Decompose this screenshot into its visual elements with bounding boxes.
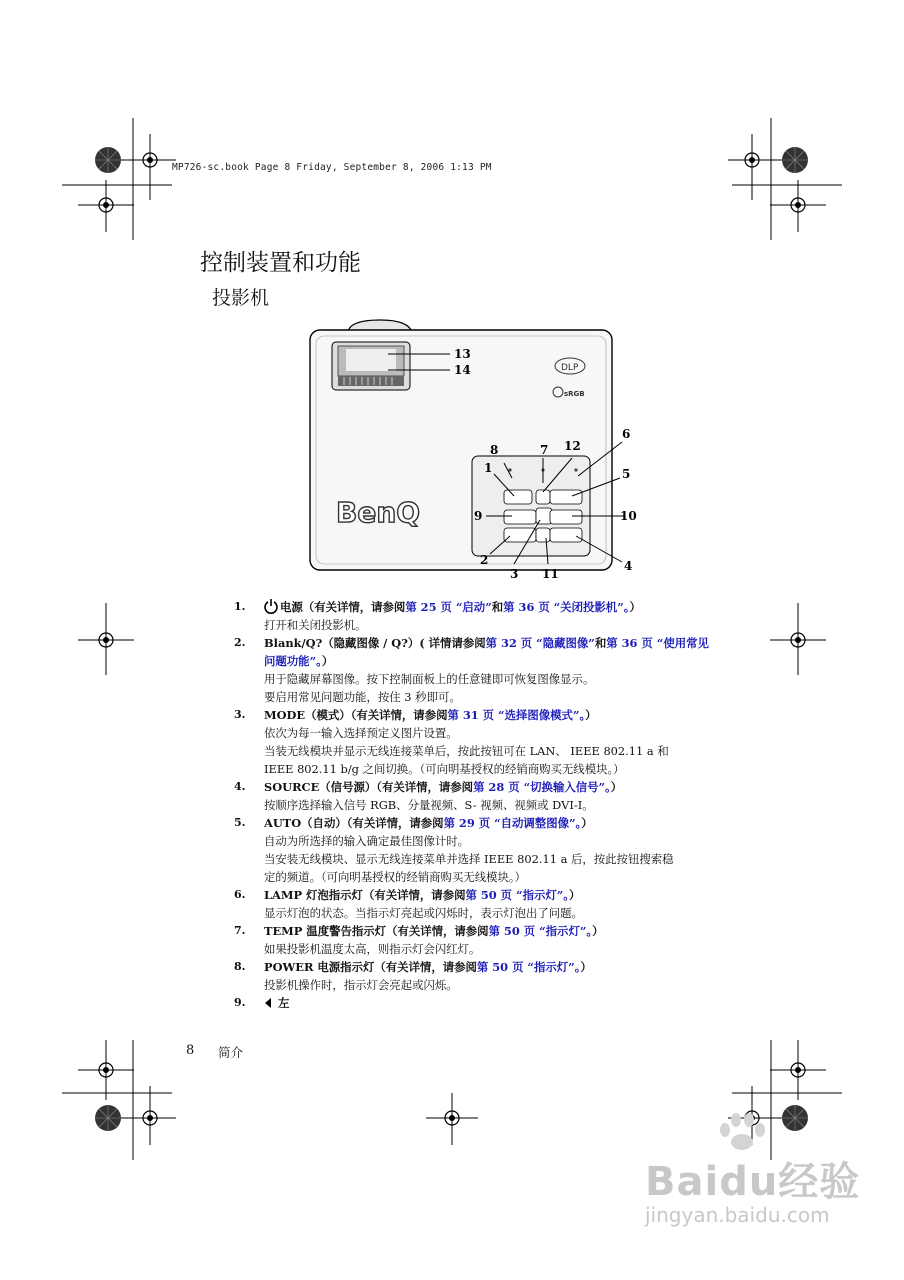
item-close: ） (321, 654, 334, 668)
item-heading: AUTO（自动） (264, 816, 347, 830)
list-item (234, 706, 714, 778)
item-heading: MODE（模式） (264, 708, 351, 722)
power-icon (264, 598, 278, 614)
item-description: 要启用常见问题功能，按住 3 秒即可。 (264, 690, 461, 704)
callout-4: 4 (624, 559, 633, 573)
item-number: 8. (234, 960, 246, 973)
callout-14: 14 (454, 363, 471, 377)
item-ref-prefix: （有关详情，请参阅 (376, 780, 474, 794)
item-ref-prefix: （有关详情，请参阅 (350, 708, 448, 722)
baidu-watermark (645, 1150, 860, 1227)
item-description: 当装无线模块并显示无线连接菜单后，按此按钮可在 LAN、 IEEE 802.11 a 和 (264, 744, 669, 758)
item-and: 和 (594, 636, 607, 650)
callout-7: 7 (540, 443, 549, 457)
callout-8: 8 (490, 443, 499, 457)
item-description: 打开和关闭投影机。 (264, 618, 367, 632)
list-item (234, 814, 714, 886)
item-heading: Blank/Q?（隐藏图像 / Q?） (264, 636, 420, 650)
watermark-url: jingyan.baidu.com (645, 1203, 830, 1227)
item-description: 当安装无线模块、显示无线连接菜单并选择 IEEE 802.11 a 后，按此按钮搜索稳 (264, 852, 674, 866)
item-ref-prefix: （有关详情，请参阅 (374, 960, 477, 974)
item-description: IEEE 802.11 b/g 之间切换。（可向明基授权的经销商购买无线模块。） (264, 762, 625, 776)
page-link[interactable]: 第 28 页 “切换输入信号”。 (473, 780, 611, 794)
file-header-line: MP726-sc.book Page 8 Friday, September 8, 2006 1:13 PM (172, 162, 492, 173)
item-heading: 左 (278, 996, 290, 1010)
item-description: 自动为所选择的输入确定最佳图像计时。 (264, 834, 470, 848)
item-ref-prefix: （有关详情，请参阅 (302, 600, 406, 614)
item-description: 按顺序选择输入信号 RGB、分量视频、S- 视频、视频或 DVI-I。 (264, 798, 594, 812)
item-number: 7. (234, 924, 246, 937)
item-close: ） (581, 816, 593, 830)
callout-1: 1 (484, 461, 493, 475)
item-close: ） (580, 960, 592, 974)
page-number: 8 (186, 1043, 195, 1058)
list-item (234, 958, 714, 994)
item-ref-prefix: （有关详情，请参阅 (346, 816, 444, 830)
callout-12: 12 (564, 439, 581, 453)
srgb-badge: sRGB (564, 390, 585, 398)
page-link[interactable]: 第 50 页 “指示灯”。 (488, 924, 593, 938)
item-heading: SOURCE（信号源） (264, 780, 377, 794)
list-item (234, 598, 714, 634)
item-description: 投影机操作时，指示灯会亮起或闪烁。 (264, 978, 458, 992)
list-item (234, 634, 714, 706)
page-link[interactable]: 第 32 页 “隐藏图像” (485, 636, 595, 650)
callout-6: 6 (622, 427, 631, 441)
item-close: ） (592, 924, 604, 938)
item-number: 3. (234, 708, 246, 721)
page-link[interactable]: 第 36 页 “关闭投影机”。 (503, 600, 630, 614)
watermark-brand: Baidu经验 (645, 1159, 861, 1205)
item-number: 4. (234, 780, 246, 793)
item-close: ） (610, 780, 623, 794)
item-number: 6. (234, 888, 246, 901)
item-heading: POWER 电源指示灯 (264, 960, 375, 974)
page-link[interactable]: 第 50 页 “指示灯”。 (476, 960, 581, 974)
callout-9: 9 (474, 509, 483, 523)
item-description: 显示灯泡的状态。当指示灯亮起或闪烁时，表示灯泡出了问题。 (264, 906, 583, 920)
item-ref-prefix: （有关详情，请参阅 (386, 924, 489, 938)
item-close: ） (629, 600, 641, 614)
item-description: 定的频道。（可向明基授权的经销商购买无线模块。） (264, 870, 526, 884)
projector-diagram (300, 318, 640, 580)
item-number: 9. (234, 996, 246, 1009)
item-heading: TEMP 温度警告指示灯 (264, 924, 387, 938)
item-number: 5. (234, 816, 246, 829)
callout-11: 11 (542, 567, 559, 580)
section-name: 简介 (218, 1045, 244, 1060)
item-close: ） (585, 708, 597, 722)
feature-list (234, 598, 714, 1012)
page-subtitle: 投影机 (212, 287, 270, 309)
item-heading: LAMP 灯泡指示灯 (264, 888, 363, 902)
paw-icon (709, 1110, 769, 1150)
item-description: 如果投影机温度太高，则指示灯会闪红灯。 (264, 942, 481, 956)
callout-10: 10 (620, 509, 637, 523)
page-title: 控制装置和功能 (200, 250, 361, 276)
item-description: 依次为每一输入选择预定义图片设置。 (264, 726, 458, 740)
page-link[interactable]: 第 31 页 “选择图像模式”。 (447, 708, 586, 722)
callout-5: 5 (622, 467, 631, 481)
item-close: ） (568, 888, 581, 902)
item-heading: 电源 (280, 600, 303, 614)
page-link[interactable]: 第 25 页 “启动” (405, 600, 492, 614)
left-arrow-icon (264, 998, 272, 1008)
item-number: 2. (234, 636, 246, 649)
callout-13: 13 (454, 347, 471, 361)
list-item (234, 778, 714, 814)
item-and: 和 (491, 600, 504, 614)
item-ref-prefix: （有关详情，请参阅 (362, 888, 466, 902)
item-description: 用于隐藏屏幕图像。按下控制面板上的任意键即可恢复图像显示。 (264, 672, 595, 686)
list-item (234, 886, 714, 922)
benq-logo: BenQ (336, 496, 421, 529)
item-number: 1. (234, 600, 246, 613)
item-ref-prefix: ( 详情请参阅 (419, 636, 486, 650)
page-link[interactable]: 第 50 页 “指示灯”。 (465, 888, 569, 902)
callout-3: 3 (510, 567, 519, 580)
list-item (234, 994, 714, 1012)
page-link[interactable]: 第 36 页 “使用常见问题功能”。 (264, 636, 709, 668)
page-link[interactable]: 第 29 页 “自动调整图像”。 (443, 816, 582, 830)
callout-2: 2 (480, 553, 489, 567)
list-item (234, 922, 714, 958)
dlp-badge: DLP (561, 363, 579, 373)
